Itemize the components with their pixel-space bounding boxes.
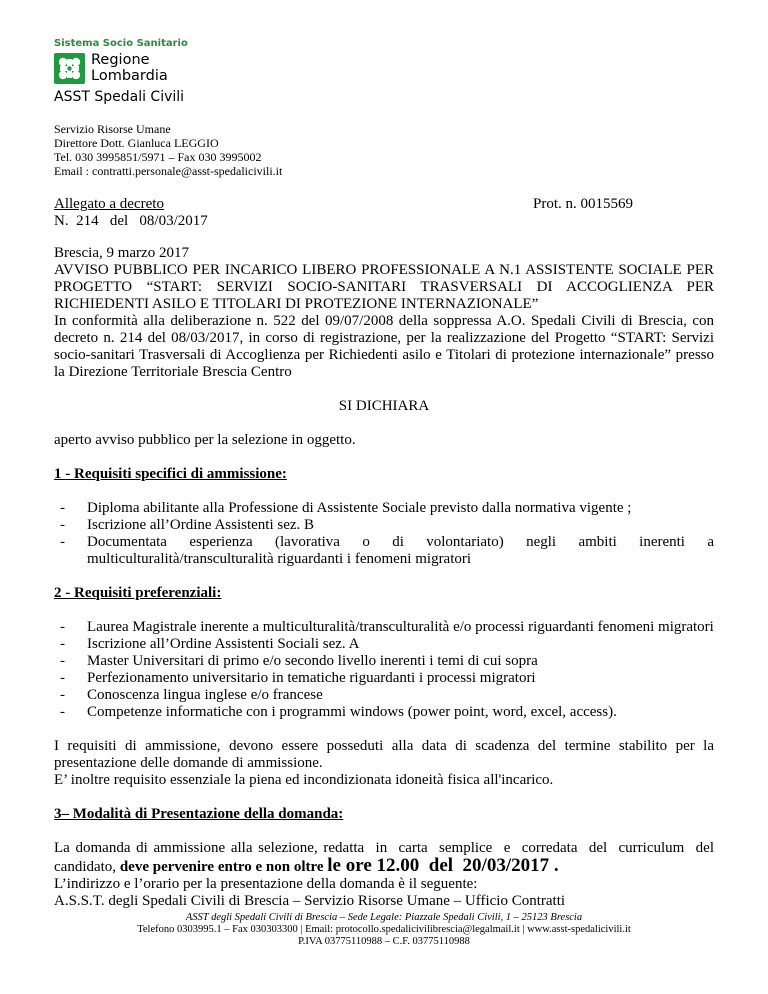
logo-name-line2: Lombardia [91, 68, 168, 84]
section1-title: 1 - Requisiti specifici di ammissione: [54, 466, 287, 482]
declaration-text: aperto avviso pubblico per la selezione in oggetto. [54, 432, 356, 448]
list-item: - Laurea Magistrale inerente a multiculturalità/transculturalità e/o processi riguardanti fenomeni migratori [54, 619, 714, 636]
address-intro: L’indirizzo e l’orario per la presentazione della domanda è il seguente: [54, 876, 478, 892]
contact-email: Email : contratti.personale@asst-spedalicivili.it [54, 164, 283, 178]
submission-bold-text: deve pervenire entro e non oltre [119, 859, 328, 875]
allegato-label: Allegato a decreto [54, 196, 164, 212]
submission-text: La domanda di ammissione alla selezione, redatta in carta semplice e corredata del curriculum del candidato, [54, 840, 718, 875]
list-item: - Competenze informatiche con i programmi windows (power point, word, excel, access). [54, 704, 714, 721]
logo-name-line1: Regione [91, 52, 150, 68]
date-line: Brescia, 9 marzo 2017 [54, 245, 189, 261]
section2-title: 2 - Requisiti preferenziali: [54, 585, 222, 601]
footer-contacts: Telefono 0303995.1 – Fax 030303300 | Email: protocollo.spedalicivilibrescia@legalmail.it | www.asst-spedalicivili.it [137, 924, 631, 935]
fitness-note: E’ inoltre requisito essenziale la piena ed incondizionata idoneità fisica all'incarico. [54, 772, 554, 788]
logo [54, 38, 274, 108]
declaration-heading: SI DICHIARA [338, 398, 430, 414]
list-item: - Iscrizione all’Ordine Assistenti sez. B [54, 517, 714, 534]
section2-list [54, 619, 714, 721]
footer-address: ASST degli Spedali Civili di Brescia – Sede Legale: Piazzale Spedali Civili, 1 – 25123 Brescia [185, 912, 583, 923]
contact-phone: Tel. 030 3995851/5971 – Fax 030 3995002 [54, 150, 262, 164]
list-item: - Master Universitari di primo e/o secondo livello inerenti i temi di cui sopra [54, 653, 714, 670]
submission-address: A.S.S.T. degli Spedali Civili di Brescia – Servizio Risorse Umane – Ufficio Contratti [54, 893, 566, 909]
requirements-note: I requisiti di ammissione, devono essere posseduti alla data di scadenza del termine stabilito per la presentazione delle domande di ammissione. [54, 738, 714, 771]
notice-title: AVVISO PUBBLICO PER INCARICO LIBERO PROFESSIONALE A N.1 ASSISTENTE SOCIALE PER PROGETTO “START: SERVIZI SOCIO-SANITARI TRASVERSALI DI ACCOGLIENZA PER RICHIEDENTI ASILO E TITOLARI DI PROTEZIONE INTERNAZIONALE” [54, 262, 714, 312]
list-item: - Conoscenza lingua inglese e/o francese [54, 687, 714, 704]
section1-list [54, 500, 718, 568]
submission-deadline: le ore 12.00 del 20/03/2017 . [327, 855, 559, 876]
decree-number: N. 214 del 08/03/2017 [54, 213, 208, 229]
regione-lombardia-logo-icon [54, 53, 85, 84]
list-item: - Perfezionamento universitario in tematiche riguardanti i processi migratori [54, 670, 714, 687]
contact-block [54, 122, 282, 178]
page-footer [0, 912, 768, 948]
document-body [54, 245, 718, 910]
intro-paragraph: In conformità alla deliberazione n. 522 del 09/07/2008 della soppressa A.O. Spedali Civili di Brescia, con decreto n. 214 del 08/03/2017, in corso di registrazione, per la realizzazione del Progetto “START: Servizi socio-sanitari Trasversali di Accoglienza per Richiedenti asilo e Titolari di protezione internazionale” presso la Direzione Territoriale Brescia Centro [54, 313, 714, 380]
org-name: ASST Spedali Civili [54, 89, 185, 105]
list-item: - Diploma abilitante alla Professione di Assistente Sociale previsto dalla normativa vigente ; [54, 500, 714, 517]
list-item: - Documentata esperienza (lavorativa o di volontariato) negli ambiti inerenti a multiculturalità/transculturalità riguardanti i fenomeni migratori [54, 534, 714, 568]
contact-director: Direttore Dott. Gianluca LEGGIO [54, 136, 219, 150]
protocol-number: Prot. n. 0015569 [533, 196, 634, 212]
submission-paragraph [54, 840, 718, 876]
list-item: - Iscrizione all’Ordine Assistenti Sociali sez. A [54, 636, 714, 653]
footer-tax-ids: P.IVA 03775110988 – C.F. 03775110988 [298, 936, 470, 947]
logo-name [91, 52, 168, 84]
system-label: Sistema Socio Sanitario [54, 38, 188, 49]
contact-department: Servizio Risorse Umane [54, 122, 171, 136]
allegato-block [54, 196, 208, 230]
section3-title: 3– Modalità di Presentazione della domanda: [54, 806, 344, 822]
